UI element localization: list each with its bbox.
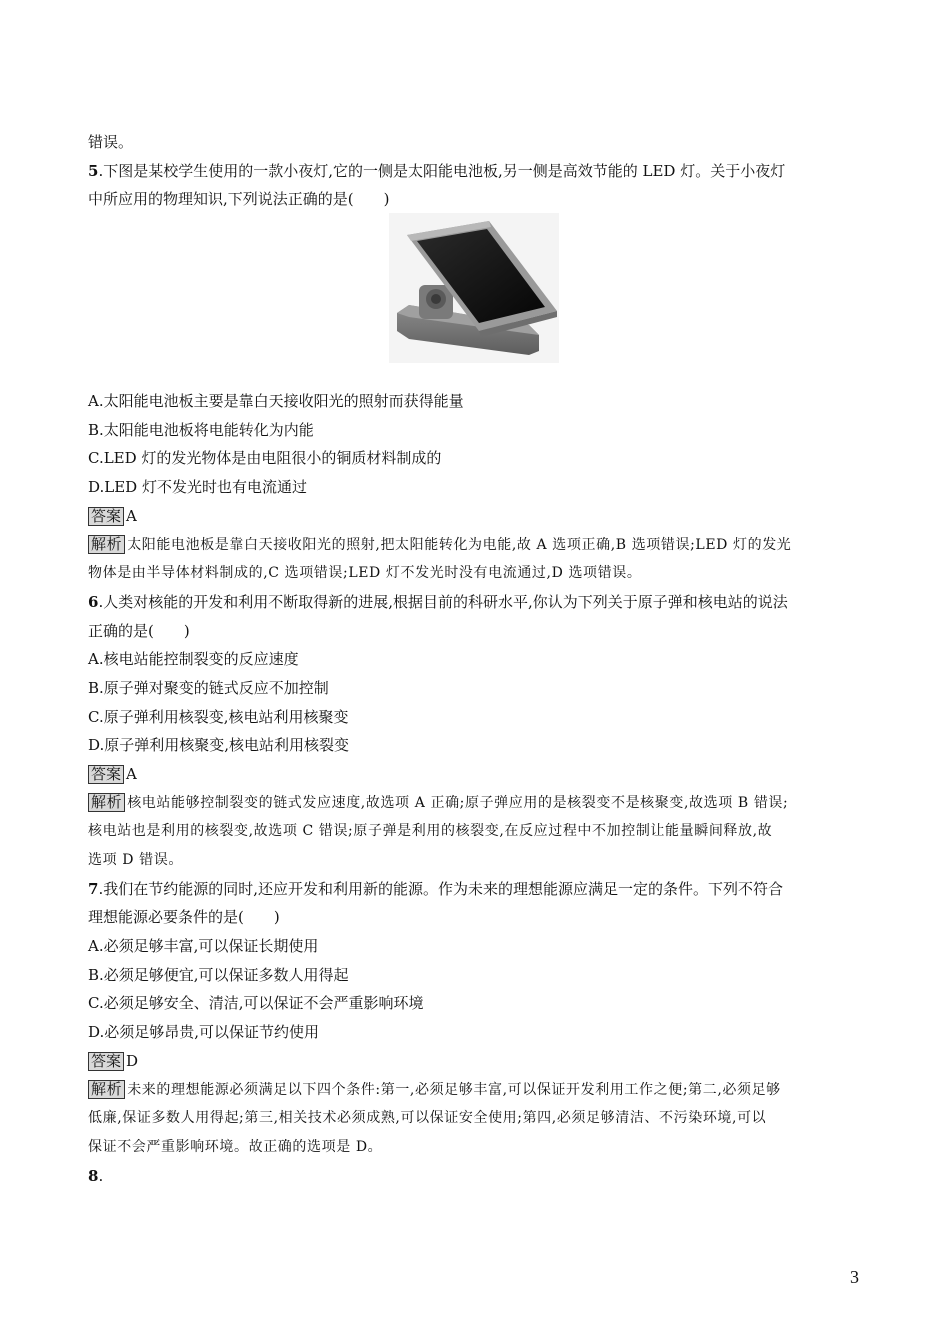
question-text: . [98, 1167, 104, 1185]
question-text: .我们在节约能源的同时,还应开发和利用新的能源。作为未来的理想能源应满足一定的条件。下列不符合 [98, 880, 783, 898]
analysis-text: 核电站能够控制裂变的链式发应速度,故选项 A 正确;原子弹应用的是核裂变不是核聚变,故选项 B 错误; [127, 795, 789, 811]
analysis-line [88, 793, 868, 813]
question-7-stem [88, 879, 868, 899]
question-6-stem [88, 592, 868, 612]
option-c: C.原子弹利用核裂变,核电站利用核聚变 [88, 708, 349, 726]
analysis-tag: 解析 [88, 1080, 125, 1099]
question-number: 5 [88, 162, 99, 180]
answer-value: A [126, 507, 137, 525]
text-line: 错误。 [88, 133, 134, 151]
question-6-stem-cont: 正确的是( ) [88, 622, 190, 640]
question-number: 6 [88, 593, 99, 611]
analysis-text-cont: 物体是由半导体材料制成的,C 选项错误;LED 灯不发光时没有电流通过,D 选项错误。 [88, 565, 642, 581]
analysis-line [88, 535, 868, 555]
answer-tag: 答案 [88, 1052, 124, 1071]
option-d: D.LED 灯不发光时也有电流通过 [88, 478, 307, 496]
question-text: .下图是某校学生使用的一款小夜灯,它的一侧是太阳能电池板,另一侧是高效节能的 LED 灯。关于小夜灯 [98, 162, 786, 180]
option-c: C.必须足够安全、清洁,可以保证不会严重影响环境 [88, 994, 424, 1012]
question-5-stem-cont: 中所应用的物理知识,下列说法正确的是( ) [88, 190, 390, 208]
analysis-text-cont: 核电站也是利用的核裂变,故选项 C 错误;原子弹是利用的核裂变,在反应过程中不加控制让能量瞬间释放,故 [88, 823, 773, 839]
question-7-stem-cont: 理想能源必要条件的是( ) [88, 908, 280, 926]
option-b: B.原子弹对聚变的链式反应不加控制 [88, 679, 329, 697]
option-a: A.太阳能电池板主要是靠白天接收阳光的照射而获得能量 [88, 392, 464, 410]
analysis-text: 未来的理想能源必须满足以下四个条件:第一,必须足够丰富,可以保证开发利用工作之便;第二,必须足够 [127, 1082, 781, 1098]
answer-tag: 答案 [88, 765, 124, 784]
question-text: .人类对核能的开发和利用不断取得新的进展,根据目前的科研水平,你认为下列关于原子弹和核电站的说法 [98, 593, 788, 611]
page-number: 3 [850, 1267, 859, 1287]
option-a: A.核电站能控制裂变的反应速度 [88, 650, 299, 668]
option-c: C.LED 灯的发光物体是由电阻很小的铜质材料制成的 [88, 449, 442, 467]
question-8-stem [88, 1166, 868, 1186]
answer-value: A [126, 765, 137, 783]
option-d: D.必须足够昂贵,可以保证节约使用 [88, 1023, 320, 1041]
analysis-text-cont: 保证不会严重影响环境。故正确的选项是 D。 [88, 1139, 383, 1155]
answer-tag: 答案 [88, 507, 124, 526]
option-b: B.太阳能电池板将电能转化为内能 [88, 421, 314, 439]
answer-line [88, 1051, 868, 1071]
answer-value: D [126, 1052, 139, 1070]
answer-line [88, 506, 868, 526]
night-light-image [389, 213, 559, 363]
analysis-tag: 解析 [88, 535, 125, 554]
question-number: 7 [88, 880, 99, 898]
option-a: A.必须足够丰富,可以保证长期使用 [88, 937, 319, 955]
analysis-text: 太阳能电池板是靠白天接收阳光的照射,把太阳能转化为电能,故 A 选项正确,B 选项错误;LED 灯的发光 [127, 537, 792, 553]
option-b: B.必须足够便宜,可以保证多数人用得起 [88, 966, 349, 984]
analysis-line [88, 1080, 868, 1100]
question-5-stem [88, 161, 868, 181]
analysis-tag: 解析 [88, 793, 125, 812]
answer-line [88, 764, 868, 784]
question-number: 8 [88, 1167, 99, 1185]
option-d: D.原子弹利用核聚变,核电站利用核裂变 [88, 736, 350, 754]
analysis-text-cont: 低廉,保证多数人用得起;第三,相关技术必须成熟,可以保证安全使用;第四,必须足够清洁、不污染环境,可以 [88, 1110, 767, 1126]
analysis-text-cont: 选项 D 错误。 [88, 852, 183, 868]
